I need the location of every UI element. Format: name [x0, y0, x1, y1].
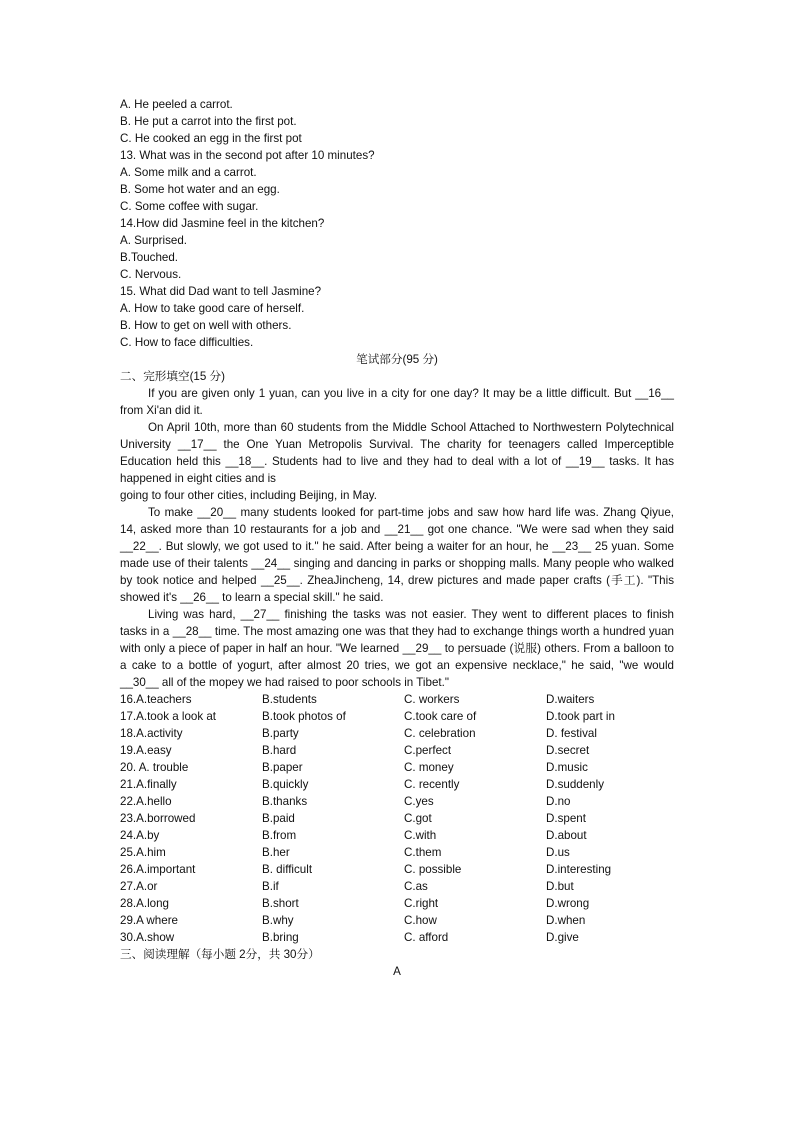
- listening-line: C. He cooked an egg in the first pot: [120, 132, 302, 145]
- cloze-option: C. afford: [404, 931, 449, 944]
- cloze-option: C.them: [404, 846, 442, 859]
- cloze-option: D.us: [546, 846, 570, 859]
- cloze-option: 20. A. trouble: [120, 761, 189, 774]
- cloze-option: D.music: [546, 761, 588, 774]
- cloze-option: 18.A.activity: [120, 727, 183, 740]
- cloze-option: 26.A.important: [120, 863, 196, 876]
- cloze-option: 16.A.teachers: [120, 693, 192, 706]
- cloze-option: C. recently: [404, 778, 460, 791]
- listening-line: C. Nervous.: [120, 268, 182, 281]
- listening-line: A. Surprised.: [120, 234, 188, 247]
- cloze-option: 29.A where: [120, 914, 179, 927]
- cloze-paragraph-2-continued: going to four other cities, including Beijing, in May.: [120, 489, 377, 502]
- listening-line: A. Some milk and a carrot.: [120, 166, 257, 179]
- listening-questions: [120, 96, 674, 351]
- reading-heading: 三、阅读理解（每小题 2分，共 30分）: [120, 948, 320, 961]
- cloze-options-table: [120, 691, 674, 946]
- reading-part-letter: A: [393, 965, 401, 978]
- cloze-option: D.but: [546, 880, 574, 893]
- listening-line: 15. What did Dad want to tell Jasmine?: [120, 285, 322, 298]
- cloze-paragraph-1: If you are given only 1 yuan, can you live in a city for one day? It may be a little difficult. But __16__ from Xi'an did it.: [120, 387, 674, 417]
- cloze-option: 27.A.or: [120, 880, 158, 893]
- cloze-option: B.students: [262, 693, 317, 706]
- cloze-option: C.got: [404, 812, 432, 825]
- cloze-option: 24.A.by: [120, 829, 160, 842]
- cloze-option: C. money: [404, 761, 454, 774]
- cloze-option: D.interesting: [546, 863, 612, 876]
- cloze-option: 30.A.show: [120, 931, 175, 944]
- cloze-option: 28.A.long: [120, 897, 169, 910]
- cloze-option: D.suddenly: [546, 778, 605, 791]
- cloze-option: C. possible: [404, 863, 462, 876]
- cloze-option: B.bring: [262, 931, 299, 944]
- cloze-option: D.took part in: [546, 710, 615, 723]
- cloze-option: C.yes: [404, 795, 434, 808]
- cloze-option: B.took photos of: [262, 710, 346, 723]
- cloze-option: B.if: [262, 880, 279, 893]
- cloze-option: B.thanks: [262, 795, 308, 808]
- cloze-option: 21.A.finally: [120, 778, 177, 791]
- cloze-option: D.no: [546, 795, 571, 808]
- cloze-option: C.right: [404, 897, 439, 910]
- listening-line: B. How to get on well with others.: [120, 319, 292, 332]
- cloze-option: D.wrong: [546, 897, 590, 910]
- listening-line: B. He put a carrot into the first pot.: [120, 115, 297, 128]
- cloze-option: B.paid: [262, 812, 295, 825]
- cloze-option: B. difficult: [262, 863, 313, 876]
- listening-line: 13. What was in the second pot after 10 minutes?: [120, 149, 375, 162]
- cloze-paragraph-3: To make __20__ many students looked for part-time jobs and saw how hard life was. Zhang Qiyue, 14, asked more than 10 restaurants for a job and __21__ got one chance. "We were sad when they said __22__. But slowly, we got used to it." he said. After being a waiter for an hour, he __23__ 25 yuan. Some made use of their talents __24__ singing and dancing in parks or shopping malls. Many people who walked by took notice and helped __25__. ZheaJincheng, 14, drew pictures and made paper crafts (手工). "This showed it's __26__ to learn a special skill." he said.: [120, 506, 674, 604]
- cloze-option: C.took care of: [404, 710, 477, 723]
- cloze-option: 17.A.took a look at: [120, 710, 217, 723]
- cloze-option: B.why: [262, 914, 294, 927]
- listening-line: A. How to take good care of herself.: [120, 302, 305, 315]
- exam-page: [120, 96, 674, 980]
- cloze-heading: 二、完形填空(15 分): [120, 370, 225, 383]
- cloze-option: B.hard: [262, 744, 297, 757]
- cloze-option: B.quickly: [262, 778, 309, 791]
- cloze-option: B.short: [262, 897, 299, 910]
- listening-line: A. He peeled a carrot.: [120, 98, 233, 111]
- cloze-option: D.give: [546, 931, 579, 944]
- cloze-option: B.her: [262, 846, 290, 859]
- cloze-option: D.spent: [546, 812, 586, 825]
- cloze-option: C. celebration: [404, 727, 476, 740]
- cloze-option: C.as: [404, 880, 428, 893]
- listening-line: 14.How did Jasmine feel in the kitchen?: [120, 217, 325, 230]
- cloze-option: C.perfect: [404, 744, 452, 757]
- cloze-option: 22.A.hello: [120, 795, 172, 808]
- cloze-option: D.waiters: [546, 693, 595, 706]
- cloze-option: D.when: [546, 914, 586, 927]
- listening-line: B.Touched.: [120, 251, 179, 264]
- cloze-option: C.how: [404, 914, 437, 927]
- cloze-option: D. festival: [546, 727, 597, 740]
- cloze-option: B.from: [262, 829, 297, 842]
- cloze-option: C.with: [404, 829, 437, 842]
- cloze-option: D.about: [546, 829, 587, 842]
- listening-line: B. Some hot water and an egg.: [120, 183, 280, 196]
- cloze-option: 23.A.borrowed: [120, 812, 196, 825]
- listening-line: C. Some coffee with sugar.: [120, 200, 259, 213]
- cloze-option: 19.A.easy: [120, 744, 172, 757]
- cloze-option: B.party: [262, 727, 299, 740]
- cloze-option: D.secret: [546, 744, 590, 757]
- written-section-title: 笔试部分(95 分): [356, 353, 438, 366]
- cloze-option: 25.A.him: [120, 846, 166, 859]
- cloze-paragraph-2: On April 10th, more than 60 students from the Middle School Attached to Northwestern Polytechnical University __17__ the One Yuan Metropolis Survival. The charity for teenagers called Imperceptible Education held this __18__. Students had to live and they had to deal with a lot of __19__ tasks. It has happened in eight cities and is: [120, 421, 674, 485]
- cloze-paragraph-4: Living was hard, __27__ finishing the tasks was not easier. They went to different places to finish tasks in a __28__ time. The most amazing one was that they had to exchange things worth a hundred yuan with only a piece of paper in half an hour. "We learned __29__ to persuade (说服) others. From a balloon to a cake to a bottle of yogurt, after almost 20 tries, we got an expensive necklace," he said, "we would __30__ all of the mopey we had raised to poor schools in Tibet.": [120, 608, 674, 689]
- cloze-option: C. workers: [404, 693, 460, 706]
- listening-line: C. How to face difficulties.: [120, 336, 254, 349]
- cloze-option: B.paper: [262, 761, 303, 774]
